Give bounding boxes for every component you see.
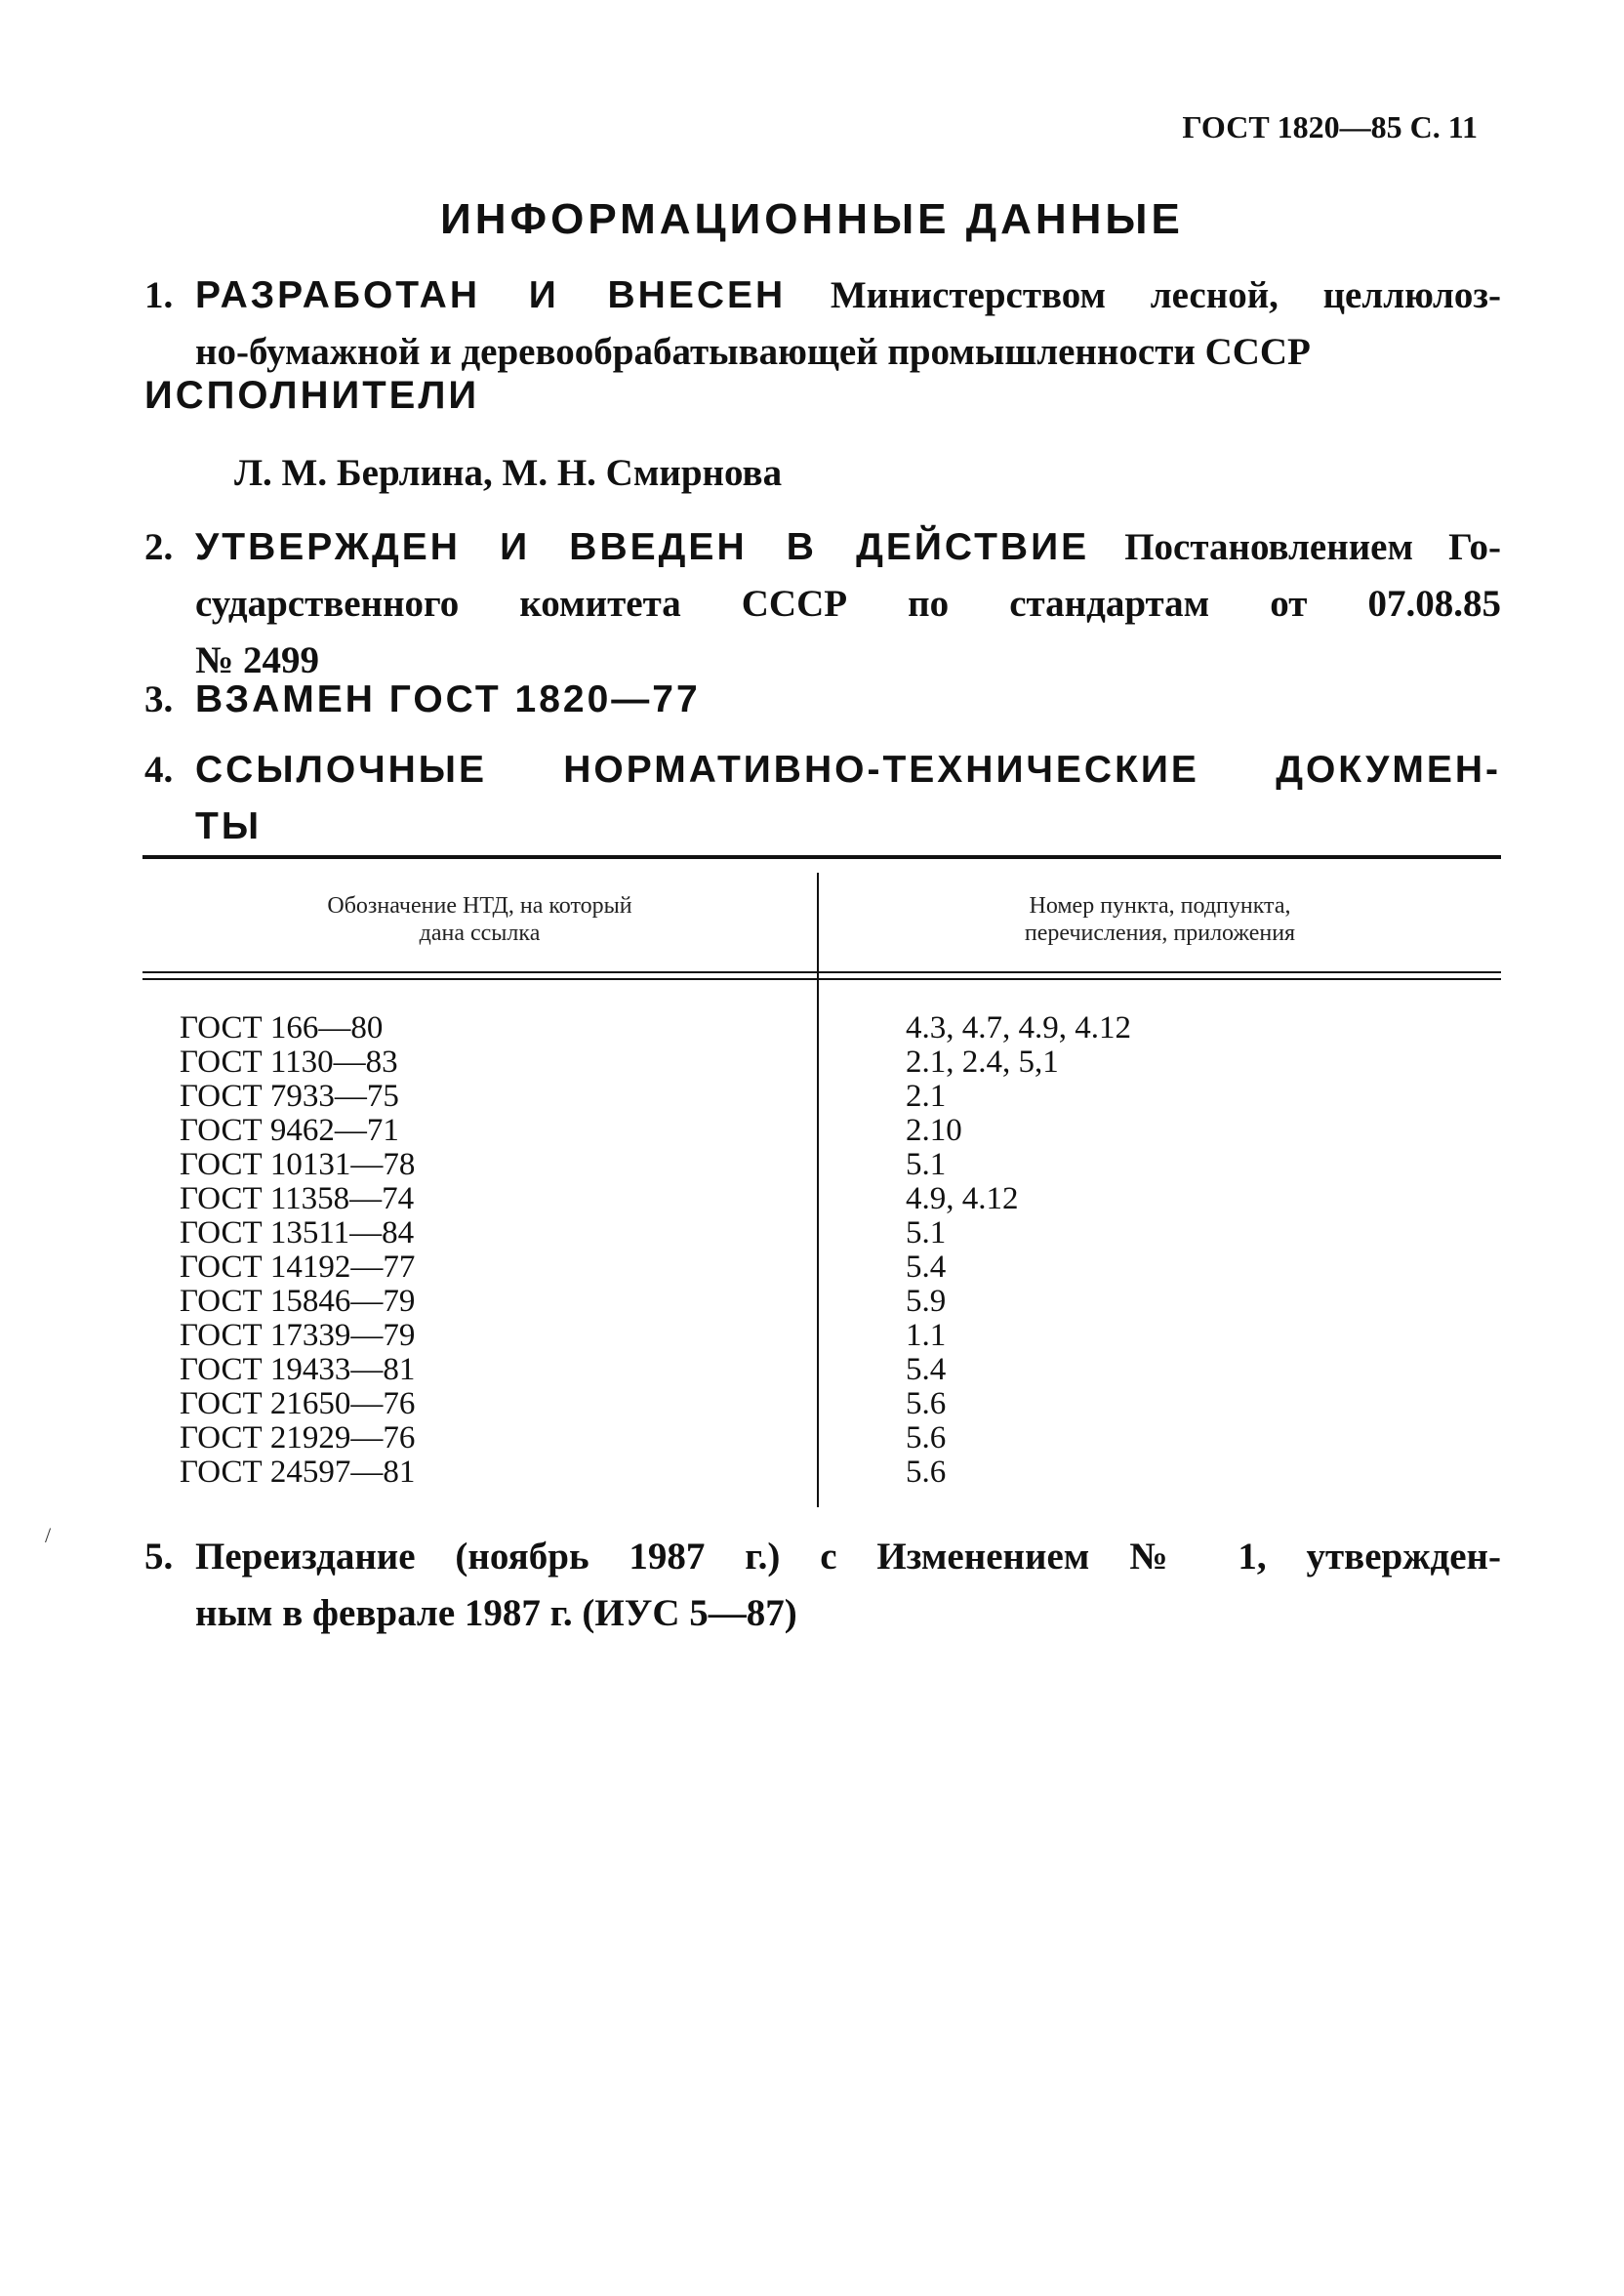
- header-line: перечисления, приложения: [1024, 921, 1296, 946]
- table-cell-document: ГОСТ 13511—84: [180, 1215, 415, 1250]
- item-line: ССЫЛОЧНЫЕ НОРМАТИВНО-ТЕХНИЧЕСКИЕ ДОКУМЕН-: [195, 749, 1501, 791]
- table-cell-document: ГОСТ 7933—75: [180, 1079, 399, 1114]
- table-cell-document: ГОСТ 11358—74: [180, 1181, 415, 1216]
- table-cell-document: ГОСТ 15846—79: [180, 1284, 416, 1319]
- item-line: но-бумажной и деревообрабатывающей промышленности СССР: [195, 331, 1311, 373]
- item-line: № 2499: [195, 639, 319, 681]
- table-cell-document: ГОСТ 17339—79: [180, 1318, 416, 1353]
- table-column-divider: [817, 873, 819, 1507]
- item-reissue: [144, 1529, 1501, 1642]
- header-line: дана ссылка: [419, 921, 541, 946]
- item-number: 3.: [144, 678, 174, 720]
- table-header-document: [142, 892, 817, 947]
- item-approved: [144, 519, 1501, 689]
- table-cell-clause: 5.6: [906, 1386, 947, 1421]
- table-header-clause: [819, 892, 1501, 947]
- table-cell-document: ГОСТ 24597—81: [180, 1455, 416, 1490]
- table-cell-clause: 5.6: [906, 1455, 947, 1490]
- item-line: ВЗАМЕН ГОСТ 1820—77: [195, 678, 701, 720]
- scan-mark: /: [45, 1523, 52, 1547]
- table-cell-clause: 4.9, 4.12: [906, 1181, 1019, 1216]
- header-line: Обозначение НТД, на который: [327, 893, 632, 919]
- table-cell-clause: 2.1: [906, 1079, 947, 1114]
- item-developed: [144, 267, 1501, 381]
- table-column-documents: [180, 1011, 415, 1490]
- item-lead: УТВЕРЖДЕН И ВВЕДЕН В ДЕЙСТВИЕ: [195, 526, 1090, 568]
- item-references: [144, 742, 1501, 855]
- table-cell-document: ГОСТ 21929—76: [180, 1420, 416, 1456]
- table-cell-document: ГОСТ 9462—71: [180, 1113, 399, 1148]
- table-cell-clause: 5.6: [906, 1420, 947, 1456]
- header-line: Номер пункта, подпункта,: [1029, 893, 1291, 919]
- table-column-clauses: [906, 1011, 1131, 1490]
- document-title: ИНФОРМАЦИОННЫЕ ДАННЫЕ: [440, 195, 1184, 243]
- item-line: Переиздание (ноябрь 1987 г.) с Изменением № 1, утвержден-: [195, 1536, 1501, 1578]
- table-cell-clause: 5.4: [906, 1352, 947, 1387]
- table-cell-clause: 5.1: [906, 1147, 947, 1182]
- table-cell-clause: 2.10: [906, 1113, 962, 1148]
- table-cell-document: ГОСТ 14192—77: [180, 1250, 416, 1285]
- item-line: [195, 267, 1501, 324]
- item-lead: РАЗРАБОТАН И ВНЕСЕН: [195, 274, 787, 316]
- table-cell-document: ГОСТ 166—80: [180, 1010, 384, 1046]
- table-rule-top: [142, 855, 1501, 859]
- table-cell-clause: 2.1, 2.4, 5,1: [906, 1045, 1059, 1080]
- item-number: 5.: [144, 1536, 174, 1578]
- table-cell-document: ГОСТ 10131—78: [180, 1147, 416, 1182]
- table-cell-clause: 1.1: [906, 1318, 947, 1353]
- table-cell-clause: 4.3, 4.7, 4.9, 4.12: [906, 1010, 1131, 1046]
- executors-names: Л. М. Берлина, М. Н. Смирнова: [234, 452, 783, 494]
- table-rule-header: [142, 978, 1501, 980]
- table-rule-header: [142, 971, 1501, 973]
- item-number: 1.: [144, 274, 174, 316]
- item-replaces: [144, 672, 1501, 728]
- table-cell-clause: 5.4: [906, 1250, 947, 1285]
- item-line: сударственного комитета СССР по стандартам от 07.08.85: [195, 583, 1501, 625]
- item-number: 2.: [144, 526, 174, 568]
- item-text: Министерством лесной, целлюлоз-: [830, 274, 1501, 316]
- table-cell-document: ГОСТ 19433—81: [180, 1352, 416, 1387]
- item-line: ТЫ: [195, 805, 263, 847]
- table-cell-clause: 5.1: [906, 1215, 947, 1250]
- table-cell-document: ГОСТ 1130—83: [180, 1045, 398, 1080]
- table-cell-document: ГОСТ 21650—76: [180, 1386, 416, 1421]
- item-number: 4.: [144, 749, 174, 791]
- item-text: Постановлением Го-: [1124, 526, 1501, 568]
- reference-table: [142, 855, 1501, 1499]
- item-line: ным в феврале 1987 г. (ИУС 5—87): [195, 1592, 797, 1634]
- item-line: [195, 519, 1501, 576]
- page-header: ГОСТ 1820—85 С. 11: [1182, 109, 1478, 144]
- table-cell-clause: 5.9: [906, 1284, 947, 1319]
- executors-heading: ИСПОЛНИТЕЛИ: [144, 374, 480, 417]
